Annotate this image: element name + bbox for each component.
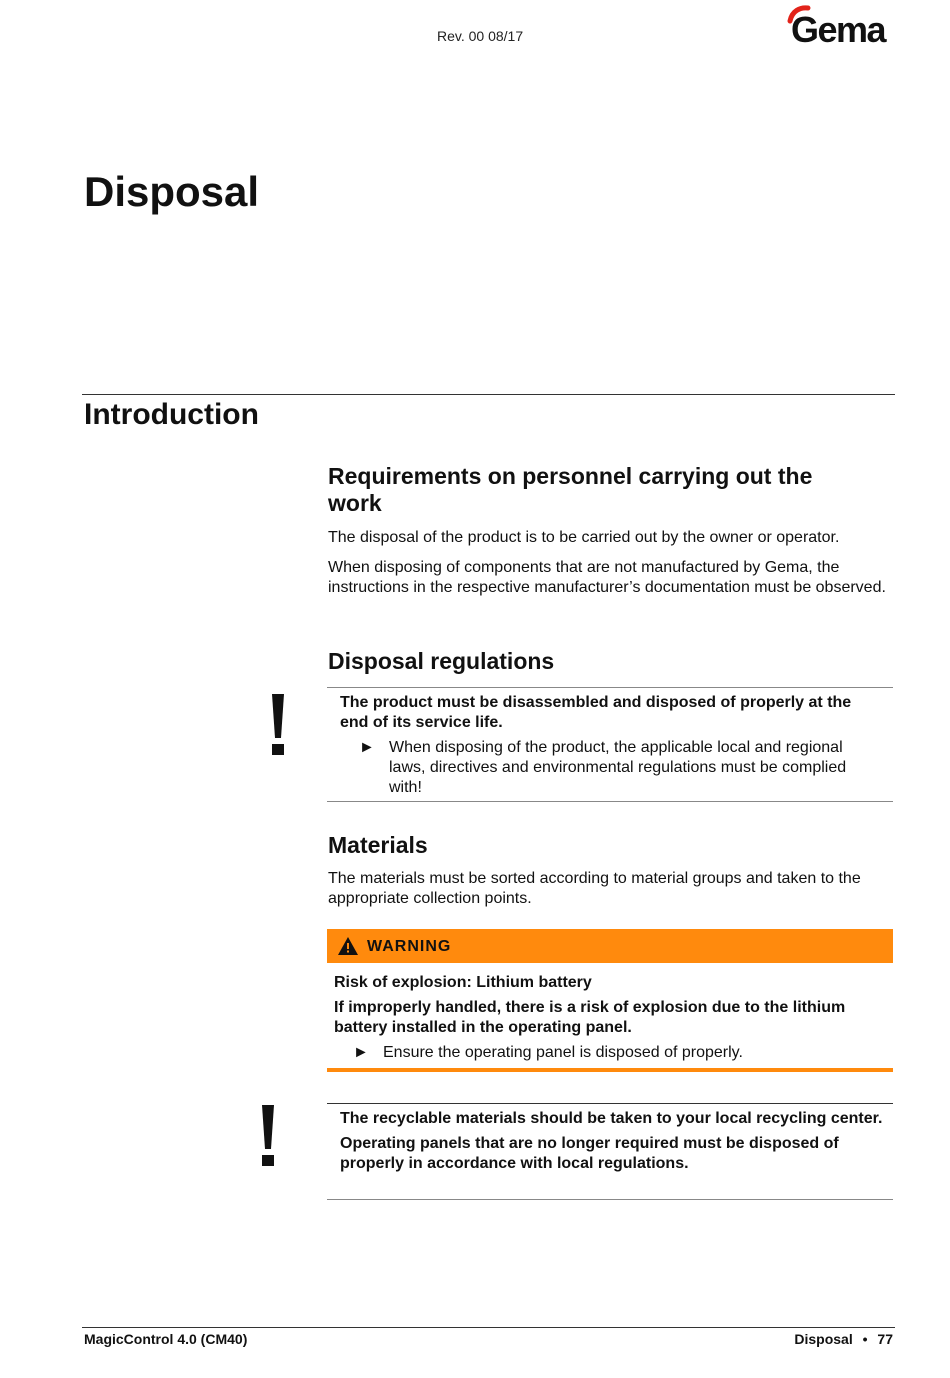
warning-label: WARNING [367, 938, 452, 955]
bullet-arrow-icon: ► [359, 739, 375, 756]
footer-rule [82, 1327, 895, 1328]
exclamation-icon [260, 1105, 276, 1167]
notice2-bottom-rule [327, 1199, 893, 1200]
footer-separator: • [862, 1331, 868, 1347]
recycling-notice [340, 1109, 885, 1174]
regulations-bullet [340, 738, 880, 798]
section-title: Introduction [84, 398, 259, 431]
footer-product: MagicControl 4.0 (CM40) [84, 1331, 248, 1347]
footer-page-number: 77 [877, 1331, 893, 1347]
section-divider [82, 394, 895, 395]
materials-para: The materials must be sorted according to material groups and taken to the appropriate collection points. [328, 870, 861, 907]
page-title: Disposal [84, 168, 260, 215]
requirements-section [328, 463, 868, 517]
logo-text: Gema [791, 9, 886, 48]
warning-title: Risk of explosion: Lithium battery [334, 974, 592, 991]
bullet-arrow-icon: ► [353, 1044, 369, 1061]
materials-heading: Materials [328, 832, 428, 858]
notice2-top-rule [327, 1103, 893, 1104]
exclamation-icon [270, 694, 286, 756]
warning-bottom-rule [327, 1068, 893, 1072]
gema-logo [786, 4, 894, 48]
footer-section: Disposal [794, 1331, 853, 1347]
regulations-bullet-text: When disposing of the product, the applicable local and regional laws, directives and environmental regulations must be complied with! [389, 739, 847, 796]
warning-bullet [334, 1043, 889, 1063]
recycling-notice-line-1: The recyclable materials should be taken to your local recycling center. [340, 1110, 883, 1127]
warning-bullet-text: Ensure the operating panel is disposed of properly. [383, 1044, 743, 1061]
warning-content [334, 973, 889, 1063]
recycling-notice-line-2: Operating panels that are no longer required must be disposed of properly in accordance with local regulations. [340, 1135, 839, 1172]
regulations-heading: Disposal regulations [328, 648, 555, 674]
warning-triangle-icon [338, 937, 358, 955]
requirements-para-2: When disposing of components that are not manufactured by Gema, the instructions in the respective manufacturer’s documentation must be observed. [328, 559, 886, 596]
notice-top-rule [327, 687, 893, 688]
requirements-para-1: The disposal of the product is to be carried out by the owner or operator. [328, 529, 840, 546]
requirements-heading: Requirements on personnel carrying out the work [328, 463, 813, 516]
notice-bottom-rule [327, 801, 893, 802]
regulations-notice-bold: The product must be disassembled and disposed of properly at the end of its service life. [340, 694, 852, 731]
warning-bar [327, 929, 893, 963]
regulations-notice [340, 693, 880, 798]
revision-label: Rev. 00 08/17 [437, 28, 524, 44]
warning-bold-text: If improperly handled, there is a risk of explosion due to the lithium battery installed in the operating panel. [334, 999, 846, 1036]
footer-page-info [794, 1331, 893, 1347]
